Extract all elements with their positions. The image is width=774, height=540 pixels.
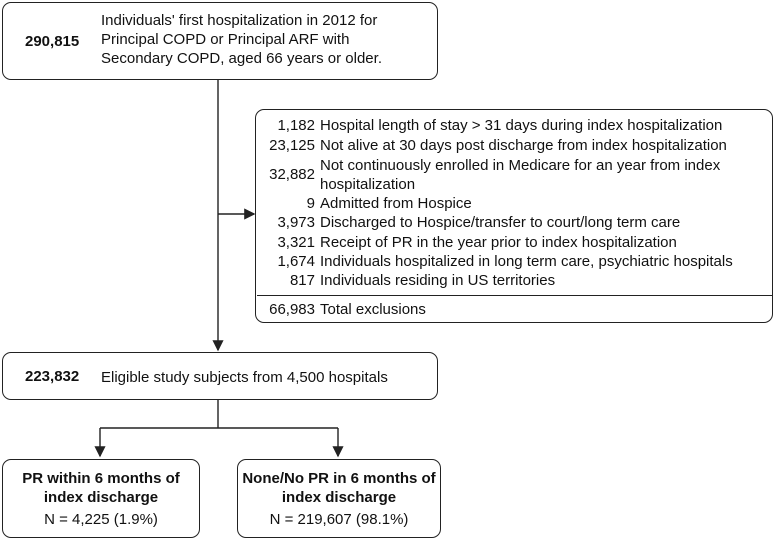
exclusion-label: Receipt of PR in the year prior to index hospitalization xyxy=(320,234,677,251)
population-count: 290,815 xyxy=(25,33,80,50)
population-description: Individuals' first hospitalization in 2012 for Principal COPD or Principal ARF with Secondary COPD, aged 66 years or older. xyxy=(101,12,382,67)
eligible-box xyxy=(2,352,438,400)
eligible-count: 223,832 xyxy=(25,368,80,385)
exclusion-count: 23,125 xyxy=(269,137,315,154)
no-pr-group-n: N = 219,607 (98.1%) xyxy=(269,511,409,528)
exclusion-label: Individuals residing in US territories xyxy=(320,272,556,289)
total-exclusions-label: Total exclusions xyxy=(320,301,426,318)
exclusion-label: Not alive at 30 days post discharge from index hospitalization xyxy=(320,137,727,154)
exclusion-count: 3,321 xyxy=(277,234,315,251)
total-exclusions-count: 66,983 xyxy=(269,301,315,318)
exclusion-label: Discharged to Hospice/transfer to court/long term care xyxy=(320,214,681,231)
population-box xyxy=(2,2,438,80)
exclusion-count: 1,674 xyxy=(277,253,315,270)
pr-group-box xyxy=(2,459,200,538)
exclusion-count: 9 xyxy=(306,195,315,212)
exclusions-divider xyxy=(257,295,772,296)
exclusion-count: 817 xyxy=(289,272,315,289)
no-pr-group-box xyxy=(237,459,441,538)
no-pr-group-title: None/No PR in 6 months of index discharge xyxy=(242,470,436,506)
exclusion-label: Admitted from Hospice xyxy=(320,195,472,212)
exclusion-label: Not continuously enrolled in Medicare for an year from index hospitalization xyxy=(320,157,721,193)
eligible-description: Eligible study subjects from 4,500 hospitals xyxy=(101,369,388,386)
exclusion-count: 1,182 xyxy=(277,117,315,134)
pr-group-title: PR within 6 months of index discharge xyxy=(22,470,180,506)
exclusion-label: Individuals hospitalized in long term care, psychiatric hospitals xyxy=(320,253,733,270)
exclusion-label: Hospital length of stay > 31 days during index hospitalization xyxy=(320,117,723,134)
exclusion-count: 32,882 xyxy=(269,166,315,183)
exclusion-count: 3,973 xyxy=(277,214,315,231)
pr-group-n: N = 4,225 (1.9%) xyxy=(44,511,158,528)
